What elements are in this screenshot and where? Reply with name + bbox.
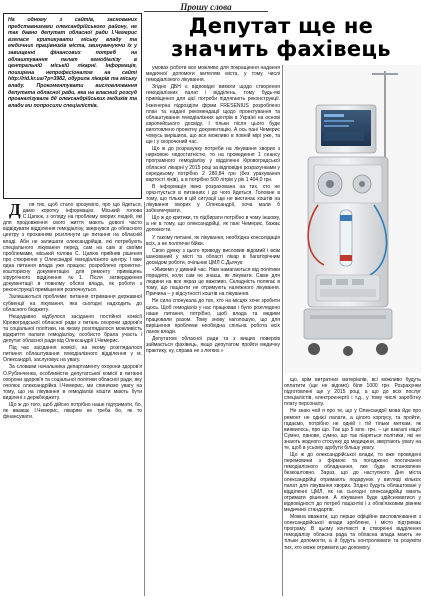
paragraph: За словами начальника департаменту охорони здоров'я О.Рубинченка, особливістю депутатської комісії в питанні охорони здоров'я та соціальної політики обласної ради, яку очолює олександрійка І.Чемерис, ми спиняємо увагу на тому, що на лікування в гемодіалізі кошти мають бути виділені з держбюджету.	[3, 364, 142, 401]
paragraph: Згідно ДБН є відповідні вимоги щодо створення гемодіалізних палат і відділень, тому будь-які приміщення для цієї потреби підлягають реконструкції. Інженерна підрозділи фірми FRESENIUS розроблено план та надані рекомендації щодо проектування та облаштування гемодіалізних центрів в Україні на основі європейського досвіду. І тільки після цього буде виготовлено проектну документацію. А ось пані Чемерис чомусь вирішила, що все можливо в повній мірі уже, та ще і у скорочений час.	[146, 84, 280, 146]
dialysis-machine-illustration	[284, 65, 421, 373]
paragraph: Під час засідання комісії, на якому розглядалося питання облаштування гемодіалізного відділення у м. Олександрії, заслуговує на увагу.	[3, 345, 142, 364]
paragraph: Що ж до того, щоб дійсно потрібно наше підтримати, бо, як вважає І.Чемерис, лікарям не треба бо, як то фінансувати.	[3, 402, 142, 421]
paragraph: Свою думку з цього приводу висловив відомий і всім шанований у місті та області лікар в багаторічним досвідом роботи, очільник ЦМЛ С.Дьячук:	[146, 247, 280, 266]
paragraph: Нещодавно відбулося засідання постійної комісії Кіровоградської обласної ради з питань охорони здоров'я та соціальної політики, на якому розглядалося можливість відкриття палати гемодіалізу, особисто брала участь і депутат обласної ради від Олександрії І.Чемерис.	[3, 313, 142, 345]
paragraph: Не сила спонукала до тих, хто на місцях хоче зробити щось. Щоб гемодіаліз у нас працював і було розглядено наше питання, потрібно, щоб влада та медики працювали разом. Тому знову наголошую, що для вирішення проблеми необхідна спільна робота всіх ланок влади.	[146, 298, 280, 335]
paragraph: Не знаю чей я про те, що у Олександрії мова йде про ремонт не однієї палати, а цілого корпусу, та пройти, гадаємо, потрібно не одній і тій тільки меткам, як виявилось, про що. Так що 5 млн. грн. – це взагалі ніщо! Сумно, панове, сумно, що так піаряться політики, які не знають жодного стосунку до медицини, звертають увагу на те, щоб в усьому здобути більшу увагу.	[284, 408, 421, 452]
paragraph: «Живемо у дивний час. Нам намагаються від політики порадити, коли сам не знаєш, як лікувати. Саме для людини на все якраз це важливо. Складність полягає в тому, що пацієнти не отримують належного лікування. Причина – у відсутності коштів на лікування.	[146, 267, 280, 298]
article-column-left	[3, 202, 142, 596]
paragraph: Що ж до розрахунку потреби на лікування хворих з нирковою недостатністю, то на проведення 1 сеансу програмного гемодіалізу у відділенні Кіровоградської обласної лікарні у 2015 році за відповідні розрахунками у середньому потрібно 2 280,84 грн (без урахування вартості ліків), а в потрібно 500 літрів у рік 1 404,0 грн.	[146, 146, 280, 183]
paragraph-text: ля тих, щоб стало зрозуміло, про що йдеться, дамо коротку інформацію. Міський голова С.Цапюк, з огляду на проблему хворих людей, які для продовження свого життя мають доволі часто відвідувати відділення гемодіалізу, звернувся до обласного центру з проханням розглянути це питання на обласній владі. Аби не залишати олександрійців, які потребують спеціального лікування перед, сам на сам зі своїми проблемами, міський голова С. Цапюк прийняв рішення про створення у Олександрії гемодіалізного центру. І вже одна питання влада уже працює: розроблено проектно-кошторисну документацію для ремонту приміщень хірургічного відділення №1. Після затвердження документації в повному обсязі влада, як роботи з реконструкції приміщення розпочнуться.	[3, 202, 142, 294]
article-column-middle	[146, 65, 280, 596]
intro-box: На одному з сайтів, заснованих представниками олександрійського району, не так давно депутат обласної ради І.Чемерис взялася критикувати міську владу та медичних працівників міста, звинувачуючи їх у завищенні фінансових потреб на облаштування палат гемодіалізу в центральній міській лікарні. Інформація, поширена непрофесіоналом на сайті http://rid.kr.ua/?p=3982, обурила лікарів та міську владу. Прокоментувати висловлювання депутата обласної ради, яка на власний розсуд проаналізувала дії олександрійських медиків та влади ми попросили спеціалістів.	[3, 13, 142, 199]
dialysis-machine-photo	[284, 65, 421, 373]
paragraph: Що ж до критики, то підбирати потрібно в чому іншому, а не в тому, що олександрійці, як пані Чемерис, бажає допомогти.	[146, 215, 280, 234]
article-column-right	[284, 377, 421, 596]
section-tag: Прошу слова	[144, 2, 268, 12]
paragraph: умовах роботи все можливо для покращення надання медичної допомоги жителям міста, у тому числі гемодіалізного лікування.	[146, 65, 280, 84]
paragraph: Залишаються проблеми: питання отримання державної субвенції на лікування, яка сьогодні надходить до обласного бюджету.	[3, 294, 142, 313]
column-divider	[144, 202, 145, 596]
paragraph: В інформація явно розрахована на тих, хто не орієнтується в питаннях і до чого йдеться. Головне в тому, що тільки в цій ситуації ще не вистачає коштів на лікування хворих у Олександрії, хоча мали б забезпечувати.	[146, 183, 280, 215]
headline: Депутат ще не значить фахівець	[171, 14, 391, 61]
drop-cap: Д	[9, 202, 21, 219]
paragraph: Можна вважати, що перше офіційне висловлювання з олександрійської влади зроблене, і місто підтримає програму. В цьому контексті в створенні відділення гемодіалізу обласна рада та обласна влада мають не тільки допомогти, а й будуть контролювати та розуміти тих, хто може отримати цю допомогу.	[284, 514, 421, 551]
paragraph: Депутатом обласної ради та з вищих поверхів займається фахівець, якщо депутатом пройти медичну практику, ну, справа не з легких.»	[146, 336, 280, 355]
paragraph: Що ж до олександрійської влади, то вже проведені перемовини з фірмою та погоджено постачання гемодіалізного обладнання, яке буде встановлене безкоштовно. Зараз, що до наступного Дня міста олександрійці отримають подарунок у вигляді кількох палат для лікування хворих. Згідно будуть облаштовані у відділенні ЦМЛ, як на сьогодні олександрійці мають отримати рішення. А лікування буде здійснюватися у відповідності до потреб пацієнтів і з обов'язковим рівнем медичних стандартів.	[284, 452, 421, 513]
paragraph	[3, 202, 142, 293]
paragraph: що, крім витратних матеріалів, всі можливо будуть оплатити (ще не відомо) біля 1000 грн. Розрахунки підготовлені ще у 2015 році, а що до всіх послуг спеціалістів, електроенергії і т.д., у тому числі заробітну плату персоналу.	[284, 377, 421, 408]
paragraph: У такому питанні, як лікування, необхідна консолідація всіх, а не політичні бійки.	[146, 234, 280, 247]
column-divider	[282, 65, 283, 596]
